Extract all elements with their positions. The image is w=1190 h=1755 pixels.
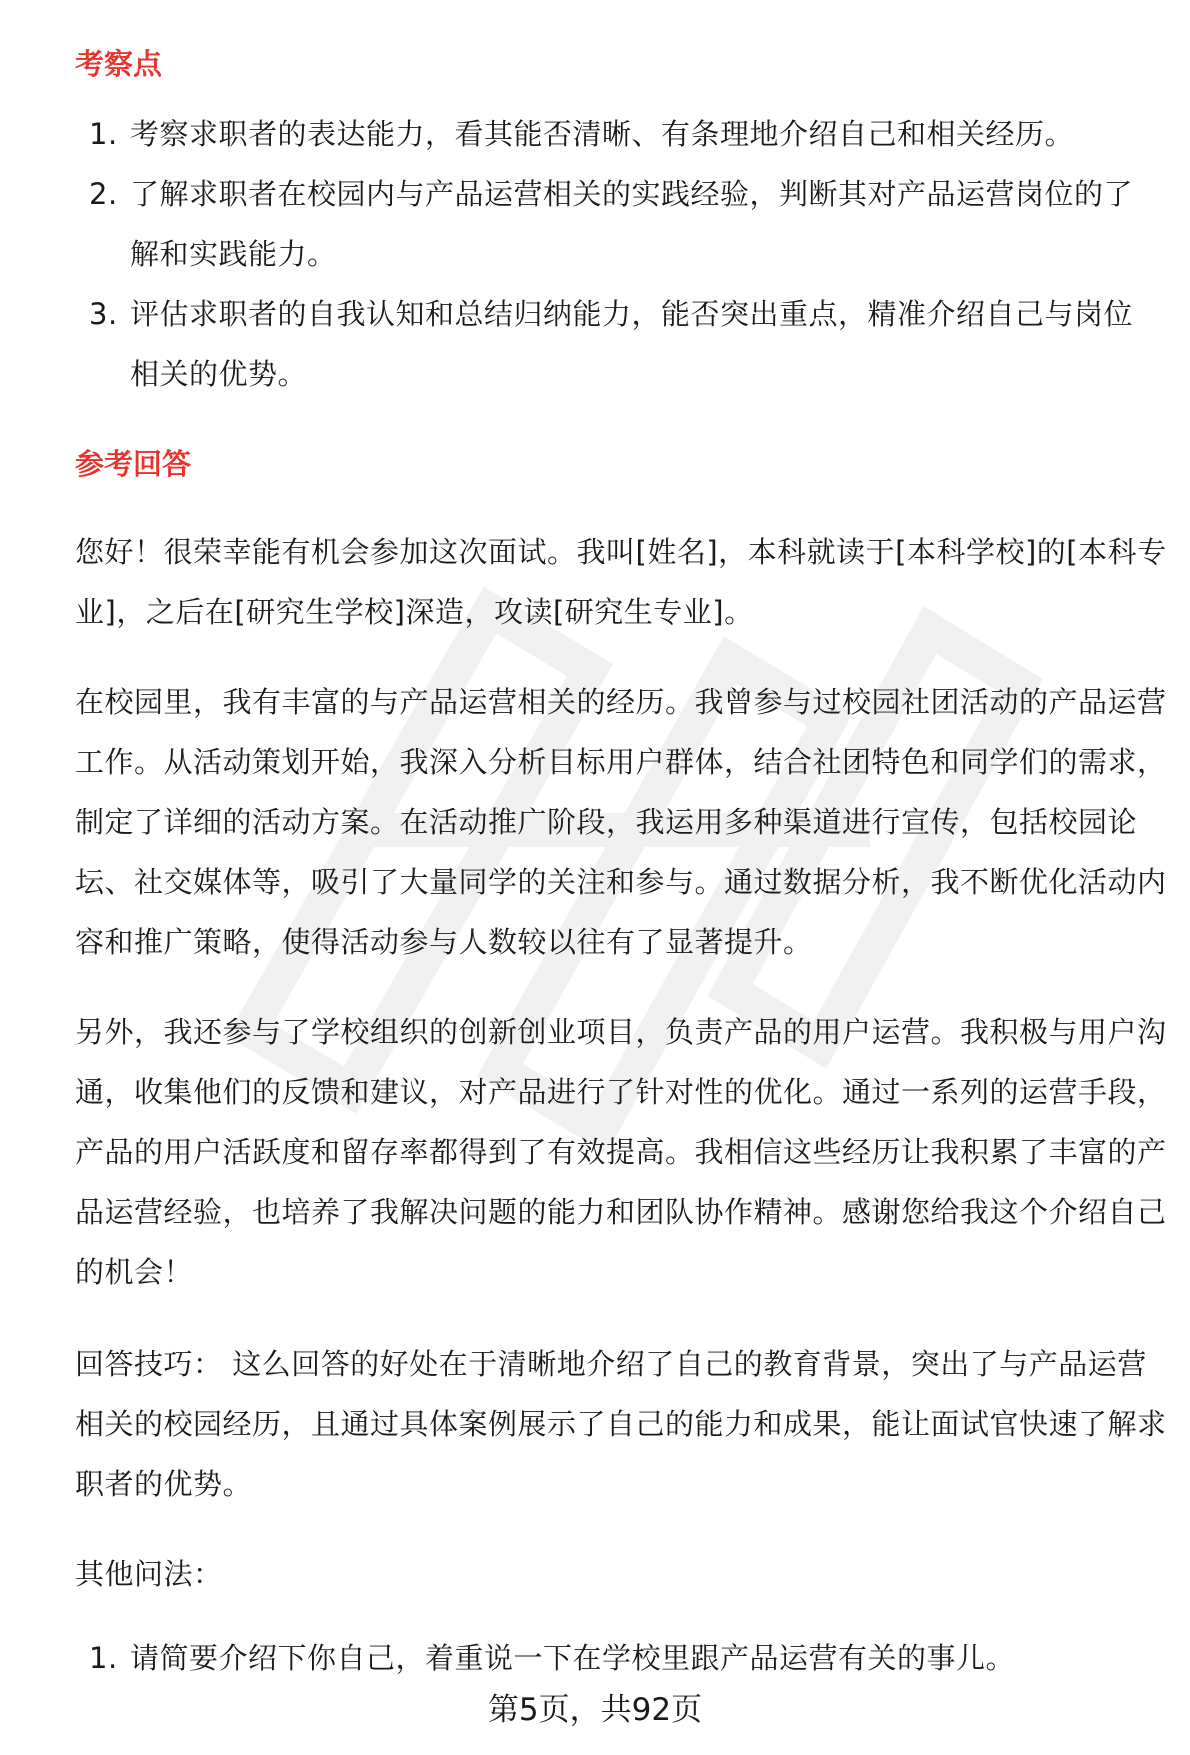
answer-tips-paragraph: 回答技巧： 这么回答的好处在于清晰地介绍了自己的教育背景，突出了与产品运营相关的校园经历，且通过具体案例展示了自己的能力和成果，能让面试官快速了解求职者的优势。: [75, 1347, 1167, 1501]
answer-paragraph-intro: 您好！很荣幸能有机会参加这次面试。我叫[姓名]，本科就读于[本科学校]的[本科专业]，之后在[研究生学校]深造，攻读[研究生专业]。: [75, 535, 1167, 629]
list-item: [75, 284, 1160, 404]
list-item: [75, 1628, 1160, 1688]
section-heading-key-points: 考察点: [75, 47, 163, 81]
page-number-label: 第5页，共92页: [487, 1692, 703, 1728]
list-item-text: 考察求职者的表达能力，看其能否清晰、有条理地介绍自己和相关经历。: [130, 117, 1075, 151]
other-questions-list: [75, 1628, 1160, 1688]
answer-paragraph-campus: 在校园里，我有丰富的与产品运营相关的经历。我曾参与过校园社团活动的产品运营工作。从活动策划开始，我深入分析目标用户群体，结合社团特色和同学们的需求，制定了详细的活动方案。在活动推广阶段，我运用多种渠道进行宣传，包括校园论坛、社交媒体等，吸引了大量同学的关注和参与。通过数据分析，我不断优化活动内容和推广策略，使得活动参与人数较以往有了显著提升。: [75, 685, 1167, 959]
list-item-number: 2.: [89, 177, 118, 211]
list-item-text: 请简要介绍下你自己，着重说一下在学校里跟产品运营有关的事儿。: [130, 1641, 1016, 1675]
list-item-text: 评估求职者的自我认知和总结归纳能力，能否突出重点，精准介绍自己与岗位相关的优势。: [130, 297, 1134, 391]
list-item: [75, 104, 1160, 164]
list-item-text: 了解求职者在校园内与产品运营相关的实践经验，判断其对产品运营岗位的了解和实践能力。: [130, 177, 1134, 271]
answer-paragraph-project: 另外，我还参与了学校组织的创新创业项目，负责产品的用户运营。我积极与用户沟通，收集他们的反馈和建议，对产品进行了针对性的优化。通过一系列的运营手段，产品的用户活跃度和留存率都得到了有效提高。我相信这些经历让我积累了丰富的产品运营经验，也培养了我解决问题的能力和团队协作精神。感谢您给我这个介绍自己的机会！: [75, 1015, 1167, 1289]
list-item-number: 1.: [89, 117, 118, 151]
section-heading-reference-answer: 参考回答: [75, 447, 192, 481]
other-questions-label: 其他问法：: [75, 1557, 223, 1591]
list-item-number: 1.: [89, 1641, 118, 1675]
key-points-list: [75, 104, 1160, 404]
list-item-number: 3.: [89, 297, 118, 331]
list-item: [75, 164, 1160, 284]
